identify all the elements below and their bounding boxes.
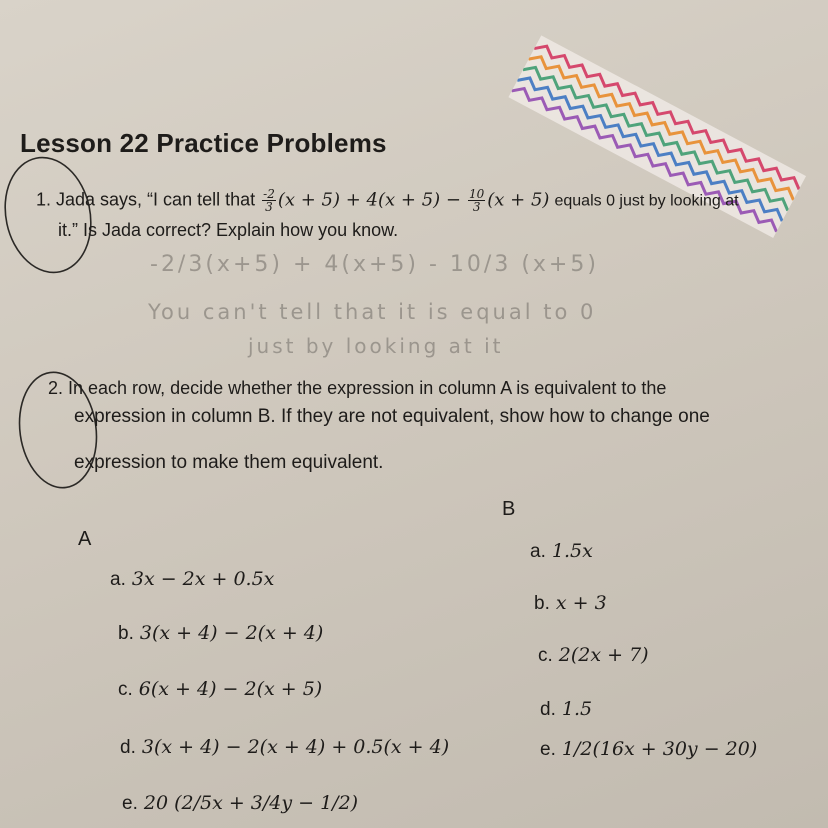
item-label: d. [540, 699, 556, 720]
item-label: d. [120, 737, 136, 758]
column-b-item [530, 540, 593, 563]
problem-1-suffix: equals 0 just by looking at [554, 192, 739, 210]
item-expression: 1/2(16x + 30y − 20) [561, 738, 758, 760]
item-expression: 20 (2/5x + 3/4y − 1/2) [143, 792, 359, 814]
column-b-item [534, 592, 607, 615]
item-expression: 2(2x + 7) [558, 644, 649, 666]
item-label: c. [538, 645, 553, 666]
item-label: e. [122, 793, 138, 814]
item-label: a. [110, 569, 126, 590]
item-label: e. [540, 739, 556, 760]
problem-2-line-3: expression to make them equivalent. [74, 452, 384, 473]
item-expression: 6(x + 4) − 2(x + 5) [138, 678, 323, 700]
fraction-2 [468, 188, 485, 213]
fraction-1-denominator: 3 [265, 200, 273, 214]
column-a-header: A [78, 528, 92, 550]
page-title: Lesson 22 Practice Problems [20, 128, 387, 158]
handwritten-line-3: just by looking at it [248, 334, 504, 358]
item-label: a. [530, 541, 546, 562]
item-expression: 1.5x [551, 540, 593, 562]
problem-1-prefix: 1. Jada says, “I can tell that [36, 189, 256, 210]
fraction-2-denominator: 3 [472, 200, 481, 214]
problem-1-expression-part-2: (x + 5) [487, 189, 550, 211]
problem-2-line-1: 2. In each row, decide whether the expression in column A is equivalent to the [48, 378, 667, 398]
handwritten-line-1: -2/3(x+5) + 4(x+5) - 10/3 (x+5) [150, 252, 599, 277]
problem-1-expression-part-1: (x + 5) + 4(x + 5) − [277, 189, 461, 211]
item-label: c. [118, 679, 133, 700]
column-a-item [118, 622, 323, 645]
column-b-item [540, 738, 757, 761]
problem-1-line-2: it.” Is Jada correct? Explain how you know. [58, 220, 399, 240]
item-label: b. [118, 623, 134, 644]
fraction-2-numerator: 10 [469, 187, 485, 201]
column-a-item [122, 792, 358, 815]
problem-1-line-1 [36, 188, 739, 213]
item-expression: 3x − 2x + 0.5x [131, 568, 275, 590]
item-label: b. [534, 593, 550, 614]
item-expression: x + 3 [555, 592, 607, 614]
item-expression: 3(x + 4) − 2(x + 4) + 0.5(x + 4) [141, 736, 450, 758]
problem-2-line-2: expression in column B. If they are not equivalent, show how to change one [74, 406, 710, 427]
fraction-1-numerator: -2 [263, 187, 275, 201]
handwritten-line-2: You can't tell that it is equal to 0 [148, 300, 597, 324]
column-b-header: B [502, 498, 516, 520]
item-expression: 3(x + 4) − 2(x + 4) [139, 622, 324, 644]
column-b-item [538, 644, 649, 667]
column-a-item [120, 736, 449, 759]
fraction-1 [262, 188, 276, 213]
column-b-item [540, 698, 592, 721]
column-a-item [110, 568, 274, 591]
item-expression: 1.5 [561, 698, 593, 720]
column-a-item [118, 678, 322, 701]
